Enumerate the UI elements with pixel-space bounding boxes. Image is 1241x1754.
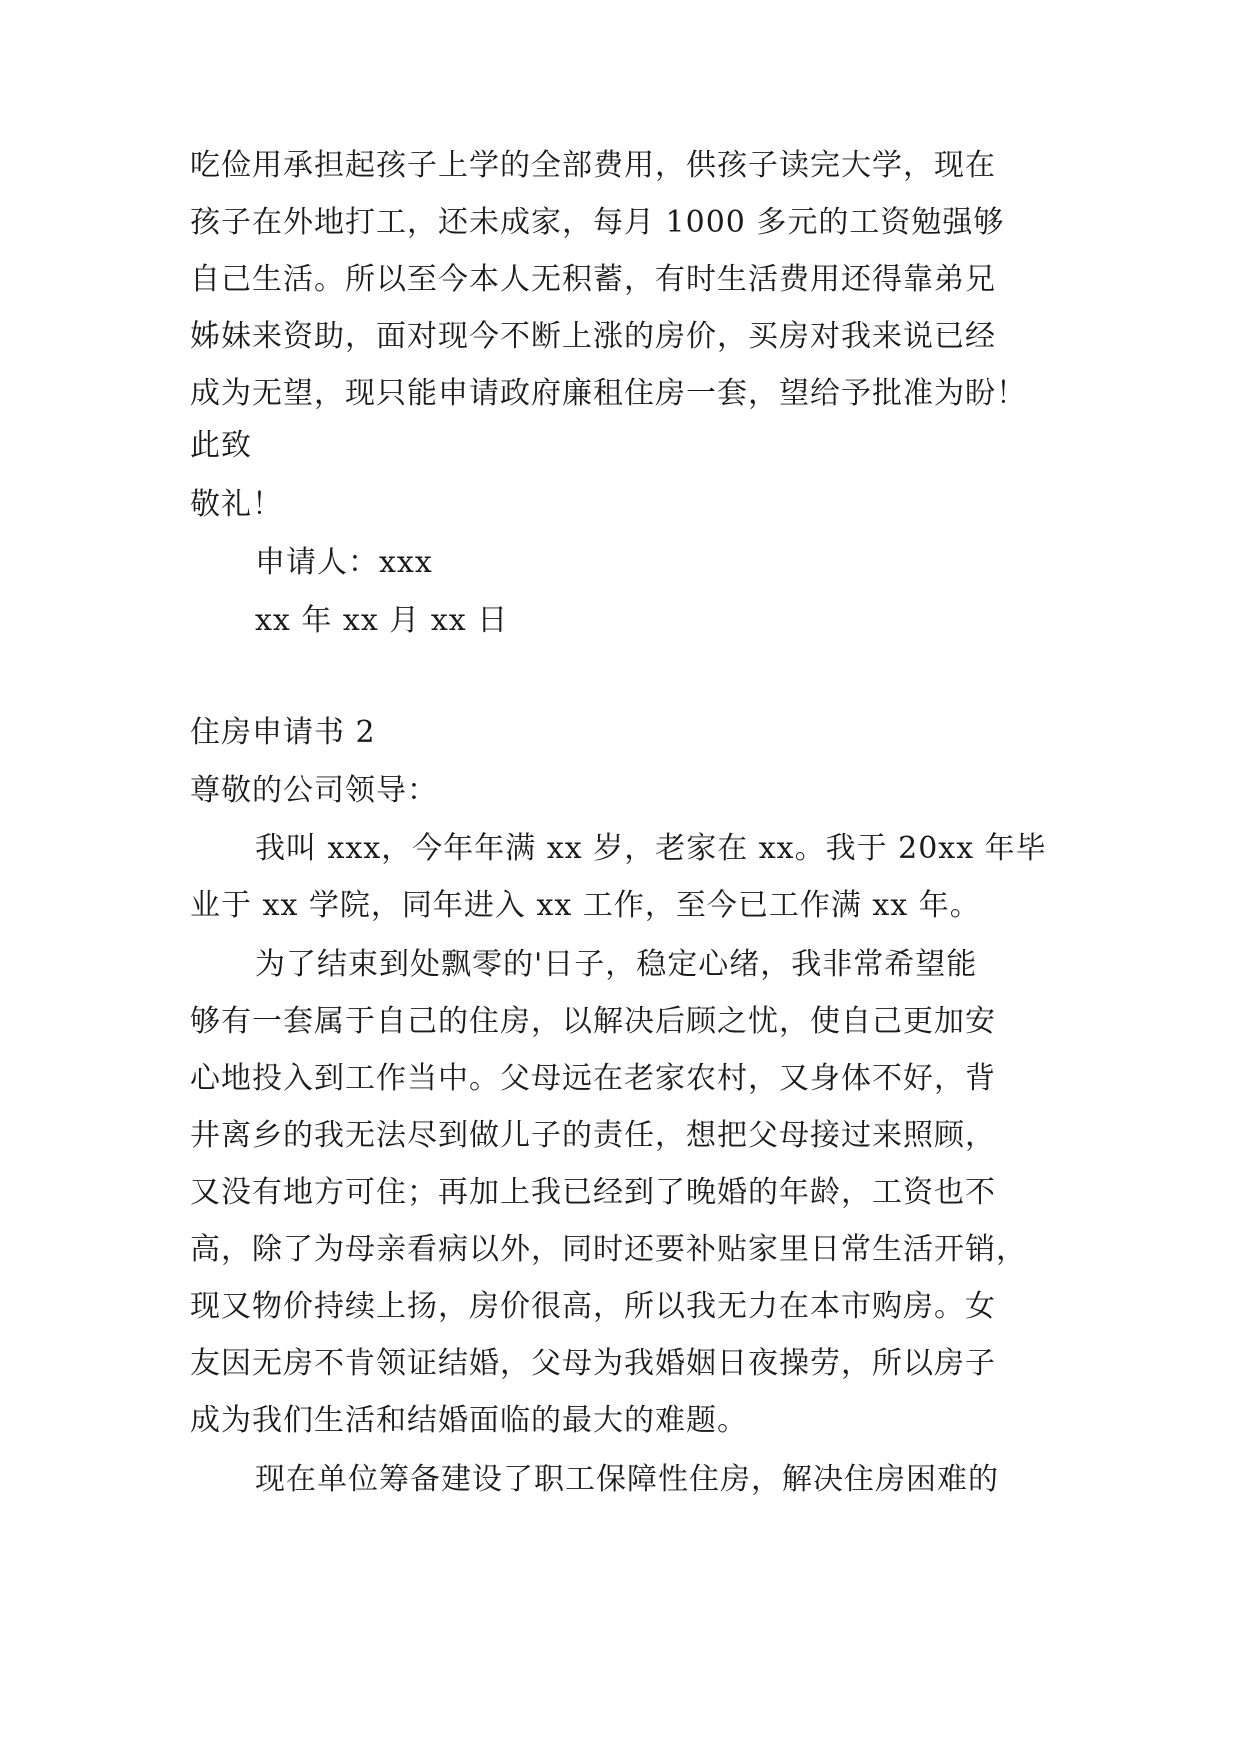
body-line: 现又物价持续上扬，房价很高，所以我无力在本市购房。女 (190, 1289, 996, 1324)
body-line: 姊妹来资助，面对现今不断上涨的房价，买房对我来说已经 (190, 319, 996, 354)
body-line: 又没有地方可住；再加上我已经到了晚婚的年龄，工资也不 (190, 1175, 996, 1210)
body-line: 成为无望，现只能申请政府廉租住房一套，望给予批准为盼！ (190, 376, 1027, 411)
applicant-signature: 申请人：xxx (255, 545, 433, 580)
body-line: 够有一套属于自己的住房，以解决后顾之忧，使自己更加安 (190, 1004, 996, 1039)
body-line: 为了结束到处飘零的'日子，稳定心绪，我非常希望能 (255, 947, 978, 982)
body-line: 井离乡的我无法尽到做儿子的责任，想把父母接过来照顾， (190, 1118, 996, 1153)
letter-date: xx 年 xx 月 xx 日 (255, 603, 509, 638)
salutation: 尊敬的公司领导： (190, 773, 438, 808)
closing-line: 此致 (190, 428, 252, 463)
closing-line: 敬礼！ (190, 487, 283, 522)
body-line: 自己生活。所以至今本人无积蓄，有时生活费用还得靠弟兄 (190, 262, 996, 297)
body-line: 成为我们生活和结婚面临的最大的难题。 (190, 1403, 748, 1438)
body-line: 高，除了为母亲看病以外，同时还要补贴家里日常生活开销， (190, 1232, 1027, 1267)
body-line: 我叫 xxx，今年年满 xx 岁，老家在 xx。我于 20xx 年毕 (255, 831, 1047, 866)
body-line: 现在单位筹备建设了职工保障性住房，解决住房困难的 (255, 1462, 999, 1497)
body-line: 心地投入到工作当中。父母远在老家农村，又身体不好，背 (190, 1061, 996, 1096)
body-line: 业于 xx 学院，同年进入 xx 工作，至今已工作满 xx 年。 (190, 888, 981, 923)
letter-title: 住房申请书 2 (190, 715, 376, 750)
body-line: 孩子在外地打工，还未成家，每月 1000 多元的工资勉强够 (190, 205, 1005, 240)
body-line: 友因无房不肯领证结婚，父母为我婚姻日夜操劳，所以房子 (190, 1346, 996, 1381)
body-line: 吃俭用承担起孩子上学的全部费用，供孩子读完大学，现在 (190, 148, 996, 183)
